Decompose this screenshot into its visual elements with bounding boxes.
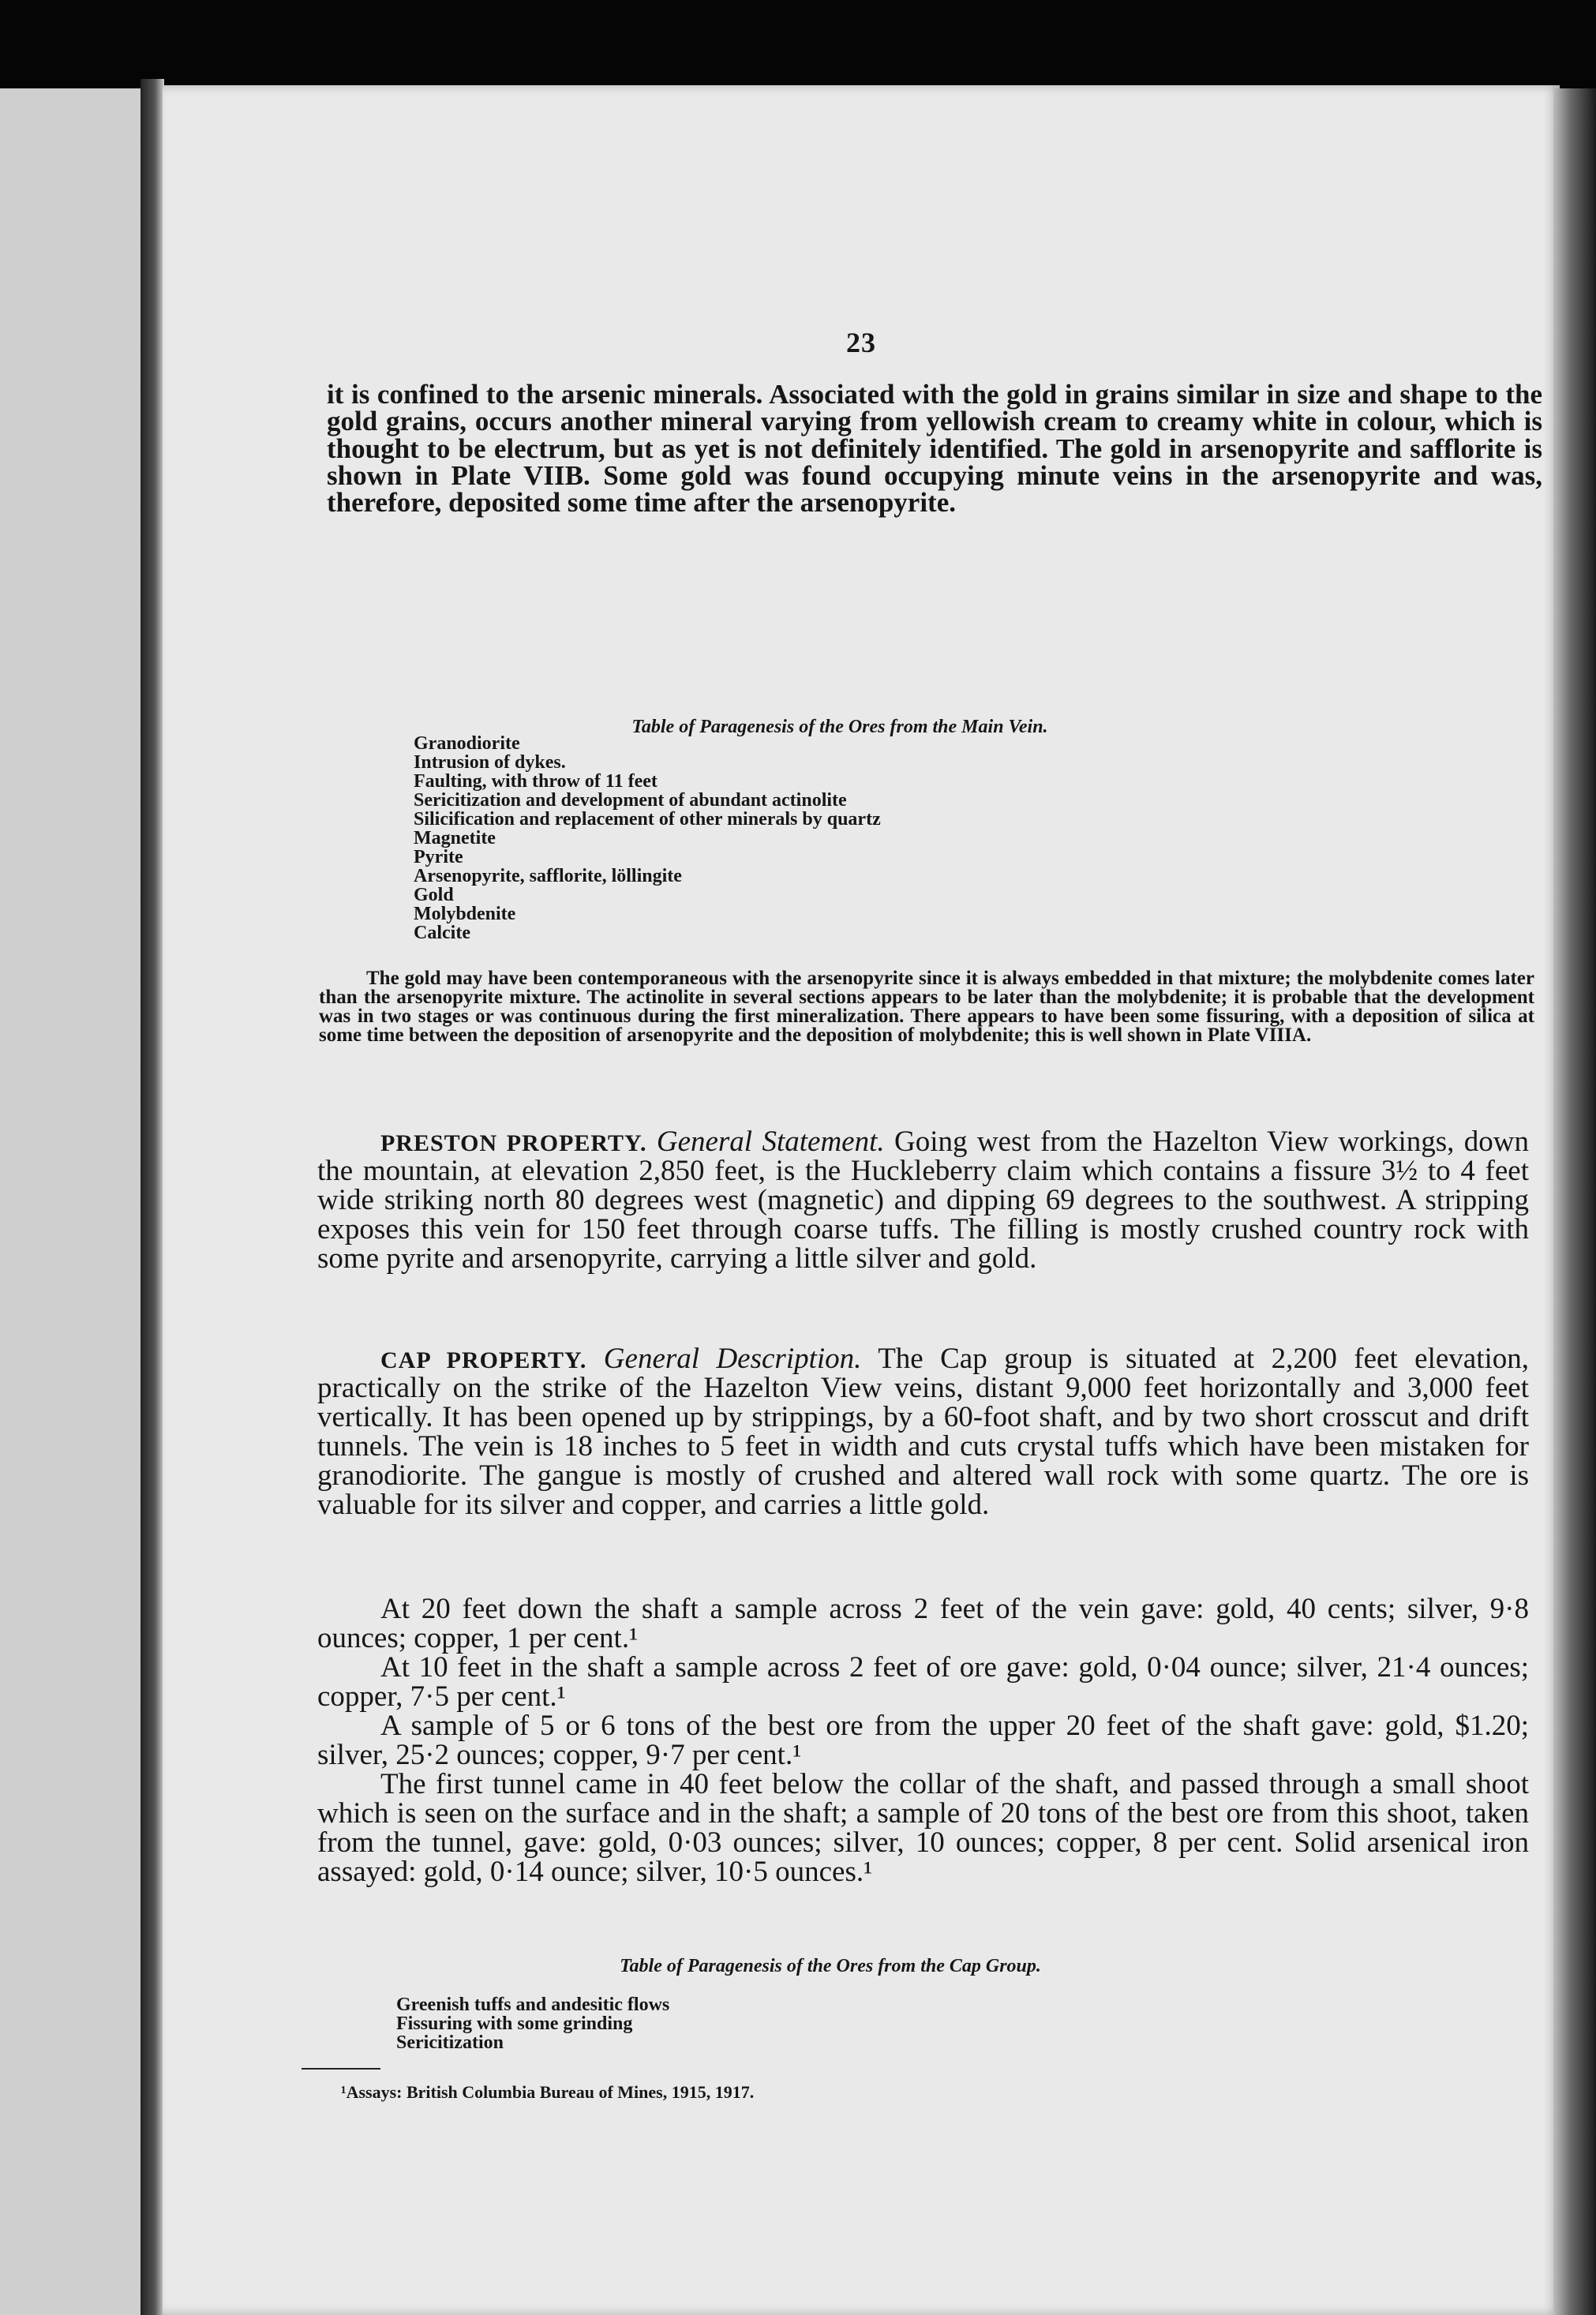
table-main-item: Granodiorite [414,733,520,754]
table-main-item: Molybdenite [414,904,516,924]
scan-top-border [0,0,1596,88]
table-cap-item: Greenish tuffs and andesitic flows [396,1995,670,2015]
paragraph-arsenic [327,379,1542,519]
table-cap-item: Fissuring with some grinding [396,2013,633,2034]
paragraph-gold-note-text: The gold may have been contemporaneous with the arsenopyrite since it is always embedded in that mixture; the molybdenite comes later than the arsenopyrite mixture. The actinolite in several sections appears to be later than the molybdenite; it is probable that the development was in two stages or was continuous during the first mineralization. There appears to have been some fissuring, with a deposition of silica at some time between the deposition of arsenopyrite and the deposition of molybdenite; this is well shown in Plate VIIIA. [319,968,1534,1046]
footnote: ¹Assays: British Columbia Bureau of Mines, 1915, 1917. [341,2082,755,2102]
table-cap-title: Table of Paragenesis of the Ores from the Cap Group. [620,1956,1041,1976]
assay-paragraph: At 20 feet down the shaft a sample across 2 feet of the vein gave: gold, 40 cents; silver, 9·8 ounces; copper, 1 per cent.¹ [317,1593,1529,1654]
scan-right-edge [1553,88,1596,2315]
cap-subheading: General Description. [603,1343,862,1375]
assay-paragraph: The first tunnel came in 40 feet below the collar of the shaft, and passed through a small shoot which is seen on the surface and in the shaft; a sample of 20 tons of the best ore from this shoot, taken from the tunnel, gave: gold, 0·03 ounces; silver, 10 ounces; copper, 8 per cent. Solid arsenical iron assayed: gold, 0·14 ounce; silver, 10·5 ounces.¹ [317,1768,1529,1888]
footnote-rule [302,2068,380,2070]
page-number: 23 [846,327,876,358]
preston-paragraph [317,1127,1529,1273]
assay-paragraph: At 10 feet in the shaft a sample across 2 feet of ore gave: gold, 0·04 ounce; silver, 21·4 ounces; copper, 7·5 per cent.¹ [317,1651,1529,1713]
table-main-item: Intrusion of dykes. [414,752,566,773]
cap-text: The Cap group is situated at 2,200 feet elevation, practically on the strike of the Hazelton View veins, distant 9,000 feet horizontally and 3,000 feet vertically. It has been opened up by strippings, by a 60-foot shaft, and by two short crosscut and drift tunnels. The vein is 18 inches to 5 feet in width and cuts crystal tuffs which have been mistaken for granodiorite. The gangue is mostly of crushed and altered wall rock with some quartz. The ore is valuable for its silver and copper, and carries a little gold. [317,1343,1530,1521]
table-main-item: Pyrite [414,847,463,867]
table-main [414,734,1124,942]
cap-heading: CAP PROPERTY. [380,1347,587,1373]
table-main-item: Silicification and replacement of other minerals by quartz [414,809,881,830]
assay-paragraphs [317,1594,1529,1886]
table-main-item: Faulting, with throw of 11 feet [414,771,658,792]
table-main-title: Table of Paragenesis of the Ores from the Main Vein. [631,717,1048,737]
paragraph-gold-note [319,969,1534,1045]
paragraph-arsenic-text: it is confined to the arsenic minerals. Associated with the gold in grains similar in size and shape to the gold grains, occurs another mineral varying from yellowish cream to creamy white in colour, which is thought to be electrum, but as yet is not definitely identified. The gold in arsenopyrite and safflorite is shown in Plate VIIB. Some gold was found occupying minute veins in the arsenopyrite and was, therefore, deposited some time after the arsenopyrite. [327,379,1542,519]
assay-paragraph: A sample of 5 or 6 tons of the best ore from the upper 20 feet of the shaft gave: gold, $1.20; silver, 25·2 ounces; copper, 9·7 per cent.¹ [317,1710,1529,1771]
section-preston [317,1127,1529,1273]
document-page [163,85,1560,2315]
preston-text: Going west from the Hazelton View workings, down the mountain, at elevation 2,850 feet, is the Huckleberry claim which contains a fissure 3½ to 4 feet wide striking north 80 degrees west (magnetic) and dipping 69 degrees to the southwest. A stripping exposes this vein for 150 feet through coarse tuffs. The filling is mostly crushed country rock with some pyrite and arsenopyrite, carrying a little silver and gold. [317,1126,1530,1275]
table-main-item: Calcite [414,923,470,943]
scan-left-margin [0,88,150,2315]
preston-heading: PRESTON PROPERTY. [380,1130,647,1156]
table-main-item: Gold [414,885,454,905]
table-main-item: Sericitization and development of abundant actinolite [414,790,847,811]
preston-subheading: General Statement. [656,1126,885,1158]
table-main-item: Magnetite [414,828,496,848]
section-cap [317,1344,1529,1519]
table-cap [396,1995,1107,2052]
table-cap-item: Sericitization [396,2032,504,2053]
table-main-item: Arsenopyrite, safflorite, löllingite [414,866,682,886]
page-gutter-shadow [140,79,164,2315]
cap-paragraph [317,1344,1529,1519]
